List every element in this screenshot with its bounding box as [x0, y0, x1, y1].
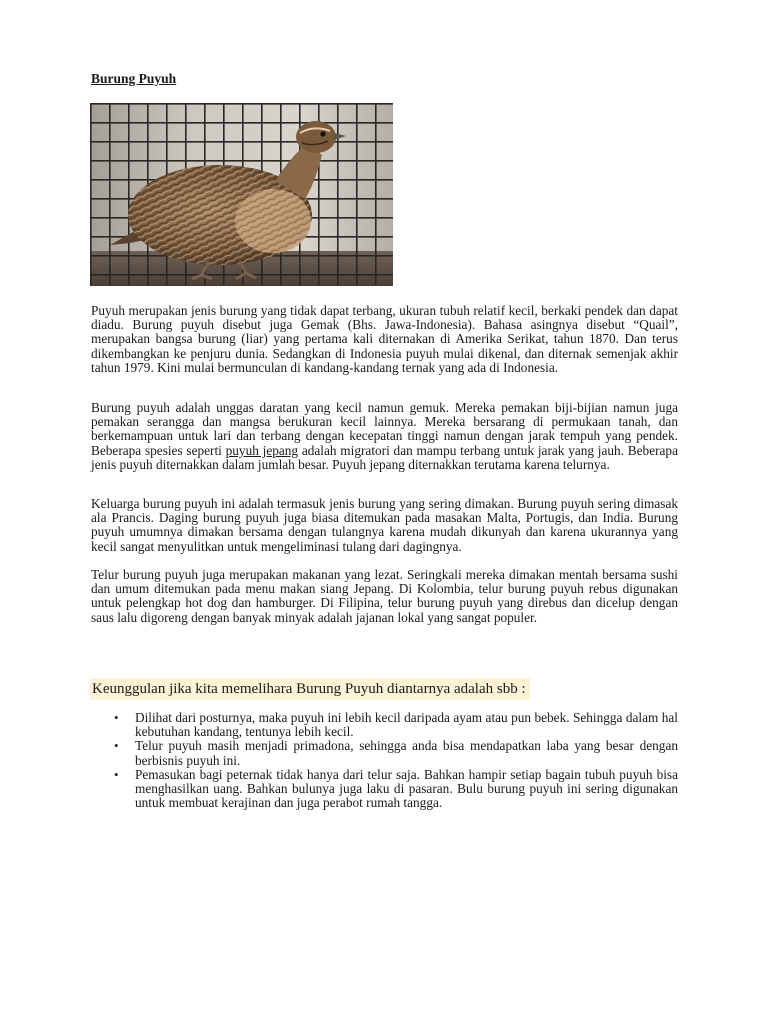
paragraph-intro: Puyuh merupakan jenis burung yang tidak dapat terbang, ukuran tubuh relatif kecil, berkaki pendek dan dapat diadu. Burung puyuh disebut juga Gemak (Bhs. Jawa-Indonesia). Bahasa asingnya disebut “Quail”, merupakan bangsa burung (liar) yang pertama kali diternakan di Amerika Serikat, tahun 1870. Dan terus dikembangkan ke penjuru dunia. Sedangkan di Indonesia puyuh mulai dikenal, dan diternak semenjak akhir tahun 1979. Kini mulai bermunculan di kandang-kandang ternak yang ada di Indonesia.	[91, 303, 678, 375]
document-title: Burung Puyuh	[91, 71, 177, 86]
advantages-heading: Keunggulan jika kita memelihara Burung Puyuh diantarnya adalah sbb :	[90, 678, 530, 700]
paragraph-habitat	[91, 401, 678, 472]
bullet-icon: •	[114, 766, 119, 782]
paragraph-habitat-text-1: Burung puyuh adalah unggas daratan yang kecil namun gemuk. Mereka pemakan biji-bijian namun juga pemakan serangga dan mangsa berukuran kecil lainnya. Mereka bersarang di permukaan tanah, dan berkemampuan untuk lari dan terbang dengan kecepatan tinggi namun dengan jarak tempuh yang pendek. Beberapa spesies seperti	[91, 400, 678, 458]
advantages-list-item	[91, 739, 678, 767]
paragraph-habitat-text-2: adalah migratori dan mampu terbang untuk jarak yang jauh. Beberapa jenis puyuh diternakkan dalam jumlah besar. Puyuh jepang diternakkan terutama karena telurnya.	[91, 442, 678, 472]
paragraph-eggs: Telur burung puyuh juga merupakan makanan yang lezat. Seringkali mereka dimakan mentah bersama sushi dan umum ditemukan pada menu makan siang Jepang. Di Kolombia, telur burung puyuh rebus digunakan untuk pelengkap hot dog dan hamburger. Di Filipina, telur burung puyuh yang direbus dan dicelup dengan saus lalu digoreng dengan banyak minyak adalah jajanan lokal yang sangat populer.	[91, 567, 678, 625]
bullet-icon: •	[114, 710, 119, 725]
bullet-icon: •	[114, 738, 119, 754]
advantages-list-item	[91, 768, 678, 811]
quail-photo-illustration	[90, 103, 393, 286]
advantages-list-item-text: Telur puyuh masih menjadi primadona, sehingga anda bisa mendapatkan laba yang besar dengan berbisnis puyuh ini.	[135, 738, 678, 768]
advantages-list-item	[91, 711, 678, 739]
paragraph-cuisine: Keluarga burung puyuh ini adalah termasuk jenis burung yang sering dimakan. Burung puyuh sering dimasak ala Prancis. Daging burung puyuh juga biasa ditemukan pada masakan Malta, Portugis, dan India. Burung puyuh umumnya dimakan bersama dengan tulangnya karena mudah dikunyah dan karena ukurannya yang kecil sangat menyulitkan untuk mengeliminasi tulang dari dagingnya.	[91, 496, 678, 554]
quail-photo	[90, 103, 393, 286]
advantages-list	[91, 711, 678, 810]
advantages-list-item-text: Pemasukan bagi peternak tidak hanya dari telur saja. Bahkan hampir setiap bagain tubuh puyuh bisa menghasilkan uang. Bahkan bulunya juga laku di pasaran. Bulu burung puyuh ini sering digunakan untuk membuat kerajinan dan juga perabot rumah tangga.	[135, 766, 678, 811]
advantages-list-item-text: Dilihat dari posturnya, maka puyuh ini lebih kecil daripada ayam atau pun bebek. Sehingga dalam hal kebutuhan kandang, tentunya lebih kecil.	[135, 710, 678, 740]
puyuh-jepang-link[interactable]: puyuh jepang	[225, 442, 299, 458]
